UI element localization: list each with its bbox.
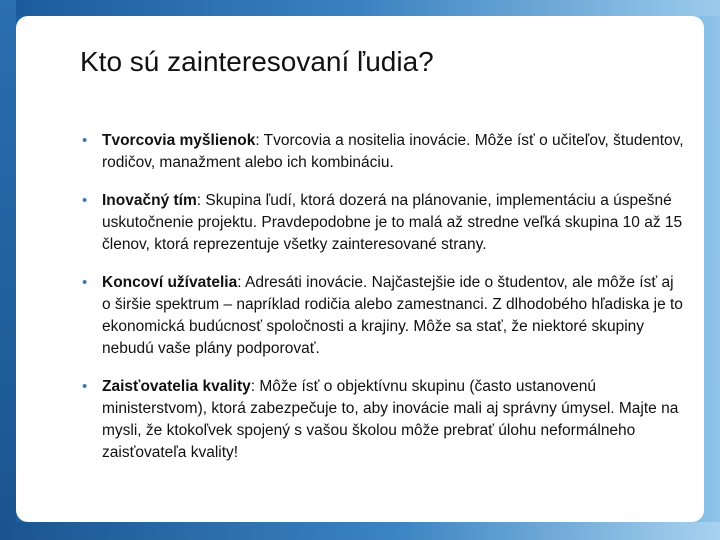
bullet-item-end-users: [80, 272, 686, 360]
bullet-text: : Môže ísť o objektívnu skupinu (často ustanovenú ministerstvom), ktorá zabezpečuje to, aby inovácie mali aj správny úmysel. Majte na mysli, že ktokoľvek spojený s vašou školou môže prebrať úlohu neformálneho zaisťovateľa kvality!: [102, 378, 679, 461]
bullet-item-quality-assurers: [80, 376, 686, 464]
bullet-term: Koncoví užívatelia: [102, 274, 238, 291]
bullet-icon: •: [82, 192, 88, 209]
bullet-icon: •: [82, 378, 88, 395]
bullet-term: Zaisťovatelia kvality: [102, 378, 251, 395]
bullet-item-innovation-team: [80, 190, 686, 256]
bullet-text: : Tvorcovia a nositelia inovácie. Môže ísť o učiteľov, študentov, rodičov, manažment alebo ich kombináciu.: [102, 132, 684, 171]
left-decorative-band: [0, 0, 16, 540]
bullet-icon: •: [82, 274, 88, 291]
bullet-list: [80, 130, 686, 480]
bullet-item-idea-creators: [80, 130, 686, 174]
bullet-term: Inovačný tím: [102, 192, 197, 209]
slide-title: Kto sú zainteresovaní ľudia?: [80, 46, 434, 77]
bullet-term: Tvorcovia myšlienok: [102, 132, 256, 149]
bullet-icon: •: [82, 132, 88, 149]
top-decorative-band: [0, 0, 720, 16]
bullet-text: : Adresáti inovácie. Najčastejšie ide o študentov, ale môže ísť aj o širšie spektrum – napríklad rodičia alebo zamestnanci. Z dlhodobého hľadiska je to ekonomická budúcnosť spoločnosti a krajiny. Môže sa stať, že niektoré skupiny nebudú vaše plány podporovať.: [102, 274, 683, 357]
slide-panel: [16, 16, 704, 522]
bottom-decorative-band: [0, 522, 720, 540]
bullet-text: : Skupina ľudí, ktorá dozerá na plánovanie, implementáciu a úspešné uskutočnenie projektu. Pravdepodobne je to malá až stredne veľká skupina 10 až 15 členov, ktorá reprezentuje všetky zainteresované strany.: [102, 192, 683, 253]
